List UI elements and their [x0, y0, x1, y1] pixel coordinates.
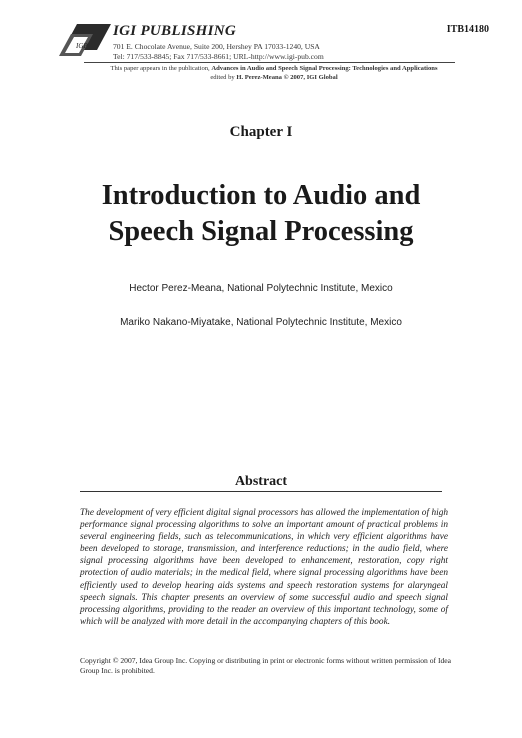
editor-name: H. Perez-Meana	[236, 74, 282, 81]
publisher-contact: Tel: 717/533-8845; Fax 717/533-8661; URL-http://www.igi-pub.com	[113, 52, 324, 61]
author-1: Hector Perez-Meana, National Polytechnic Institute, Mexico	[129, 283, 393, 294]
title-line-2: Speech Signal Processing	[108, 216, 414, 247]
igi-logo-icon	[57, 20, 113, 58]
abstract-text: The development of very efficient digital signal processors has allowed the implementation of high performance signal processing algorithms to solve an important amount of practical problems in several engineering fields, such as telecommunications, in which very efficient algorithms have been developed to storage, transmission, and interference reductions; in the audio field, where signal processing algorithms have been developed to enhancement, restoration, copy right protection of audio materials; in the medical field, where signal processing algorithms have been efficiently used to develop hearing aids systems and speech restoration systems for alaryngeal speech signals. This chapter presents an overview of some successful audio and speech signal processing algorithms, providing to the reader an overview of this important technology, some of which will be analyzed with more detail in the accompanying chapters of this book.	[80, 508, 448, 627]
abstract-divider	[80, 491, 442, 492]
document-code: ITB14180	[446, 24, 489, 35]
copyright-notice: Copyright © 2007, Idea Group Inc. Copying or distributing in print or electronic forms without written permission of Idea Group Inc. is prohibited.	[80, 656, 452, 675]
publication-note	[84, 65, 464, 72]
publication-copyright: © 2007, IGI Global	[283, 74, 338, 81]
publisher-address: 701 E. Chocolate Avenue, Suite 200, Hershey PA 17033-1240, USA	[113, 42, 320, 51]
logo-text: IGP	[76, 42, 88, 50]
publication-editor-note	[84, 74, 464, 81]
publication-note-prefix: This paper appears in the publication,	[110, 65, 210, 72]
publication-book-title: Advances in Audio and Speech Signal Processing: Technologies and Applications	[211, 65, 438, 72]
chapter-label: Chapter I	[229, 124, 293, 140]
header-divider	[84, 62, 455, 63]
publisher-name: IGI PUBLISHING	[113, 23, 236, 39]
edited-by-prefix: edited by	[210, 74, 235, 81]
title-line-1: Introduction to Audio and	[101, 180, 421, 211]
author-2: Mariko Nakano-Miyatake, National Polytechnic Institute, Mexico	[120, 317, 402, 328]
abstract-heading: Abstract	[234, 474, 288, 489]
page-title	[40, 178, 482, 250]
